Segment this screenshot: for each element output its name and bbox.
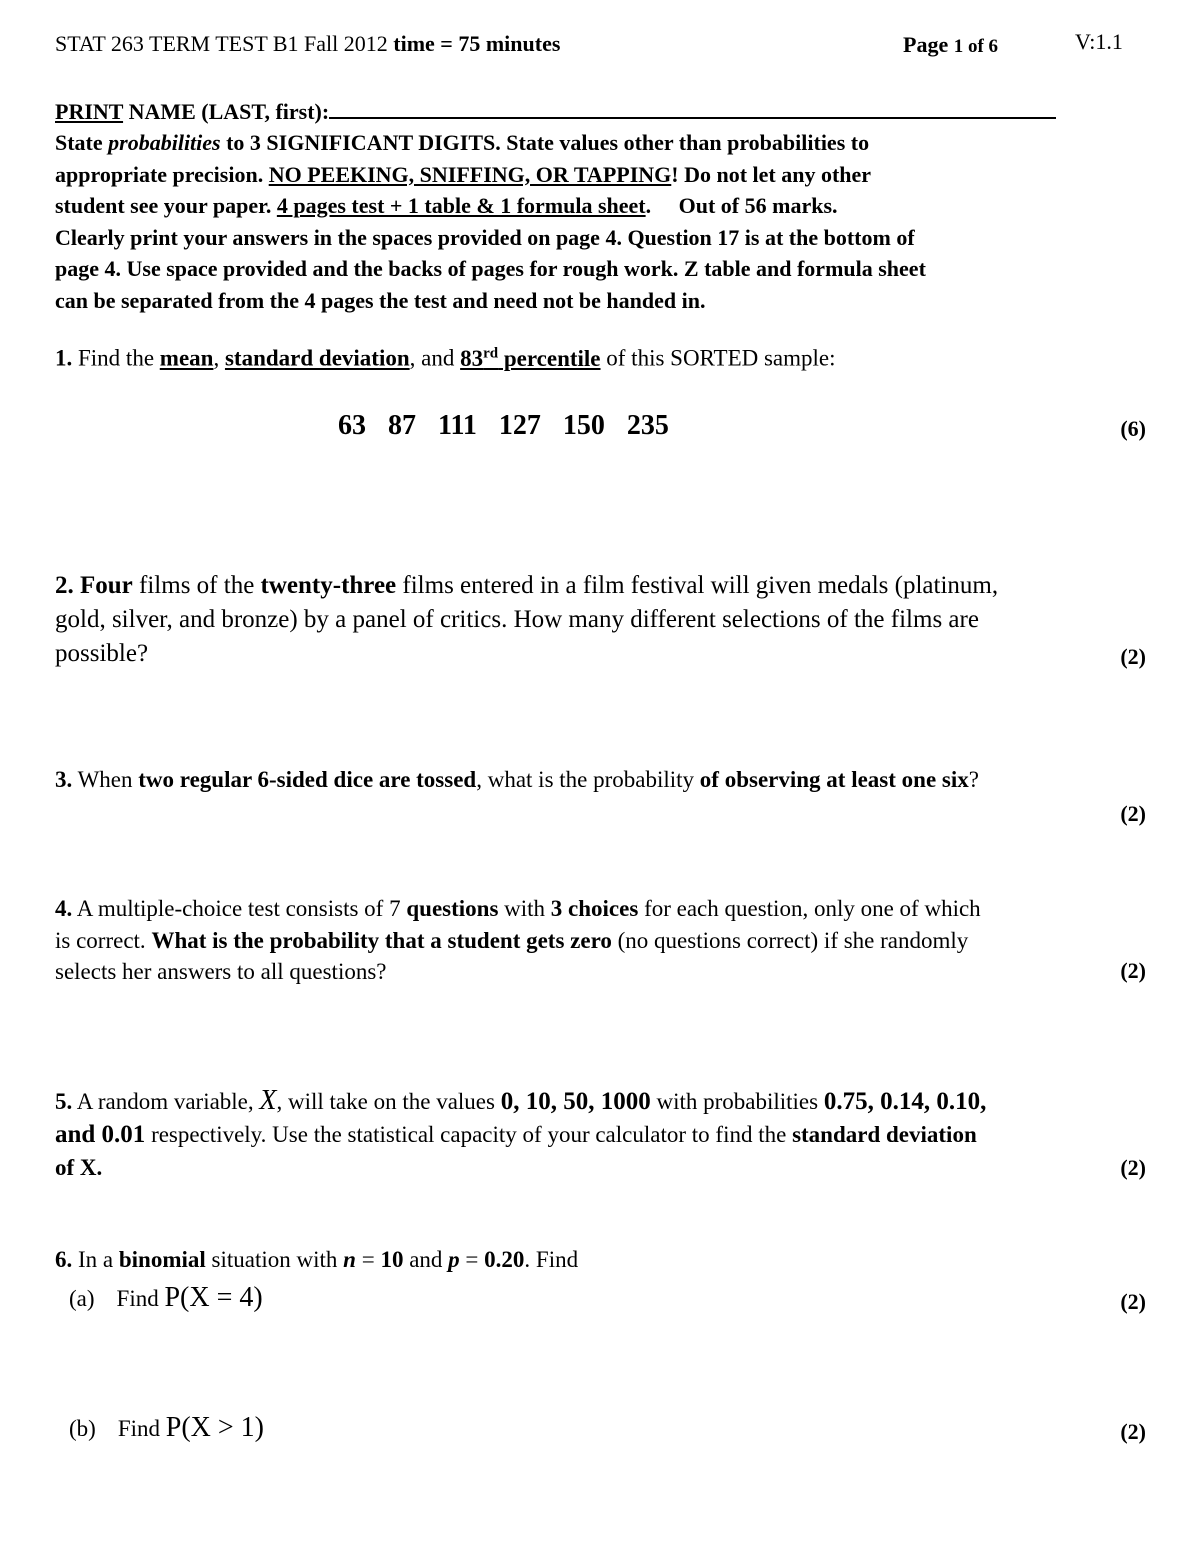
question-number: 5. xyxy=(55,1089,73,1114)
print-word: PRINT xyxy=(55,99,124,124)
q2-line-3: possible? xyxy=(55,640,149,667)
q1-sample xyxy=(338,410,691,442)
q5-values: 0, 10, 50, 1000 xyxy=(500,1088,651,1115)
exam-header xyxy=(55,31,560,57)
name-line xyxy=(55,95,1056,125)
q6a-expression: P(X = 4) xyxy=(164,1282,263,1313)
q1-pct-sup: rd xyxy=(483,345,499,361)
question-5 xyxy=(55,1084,986,1184)
sample-value: 87 xyxy=(388,410,416,441)
q3-bold: of observing at least one six xyxy=(699,767,969,792)
course-title: STAT 263 TERM TEST B1 Fall 2012 xyxy=(55,31,388,56)
q6-bold: binomial xyxy=(118,1247,206,1272)
question-6 xyxy=(55,1247,578,1273)
instr-text: State xyxy=(55,130,109,155)
instr-text: ! Do not let any other xyxy=(671,161,872,187)
q5-variable: X xyxy=(259,1085,277,1116)
q6b-marks: (2) xyxy=(1120,1419,1146,1444)
page-number: 1 of 6 xyxy=(953,36,999,57)
sample-value: 127 xyxy=(498,410,541,441)
q4-bold: 3 choices xyxy=(550,896,639,921)
q5-text: A random variable, xyxy=(72,1089,260,1114)
q5-bold: standard deviation xyxy=(792,1122,977,1147)
sample-value: 235 xyxy=(626,410,669,441)
q6-text: situation with xyxy=(205,1247,344,1272)
instr-text: student see your paper. xyxy=(55,193,277,218)
q3-bold: two regular 6-sided dice are tossed xyxy=(138,767,477,792)
question-number: 1. xyxy=(55,345,73,371)
question-4 xyxy=(55,893,981,988)
part-label: (b) xyxy=(69,1416,96,1441)
instr-marks: . Out of 56 marks. xyxy=(645,193,838,218)
instr-pages: 4 pages test + 1 table & 1 formula sheet xyxy=(276,193,646,218)
q1-pct-word: percentile xyxy=(498,345,601,371)
q5-marks: (2) xyxy=(1120,1155,1146,1180)
q6-part-b xyxy=(69,1412,264,1444)
q1-percentile xyxy=(460,346,600,371)
instruction-line-1 xyxy=(55,127,1165,159)
q6-n-value: 10 xyxy=(380,1247,404,1272)
q6a-marks: (2) xyxy=(1120,1289,1146,1314)
q6-text: . Find xyxy=(524,1247,579,1272)
q4-bold: questions xyxy=(406,896,499,921)
question-number: 3. xyxy=(55,767,73,792)
version-label: V:1.1 xyxy=(1075,29,1123,54)
instr-text: to 3 SIGNIFICANT DIGITS. State values other than probabilities to xyxy=(220,130,870,155)
q1-text: , xyxy=(213,345,225,371)
part-find: Find xyxy=(116,1286,165,1311)
sample-value: 111 xyxy=(438,410,477,441)
question-1 xyxy=(55,345,836,372)
question-number: 2. xyxy=(55,572,74,599)
name-label: NAME (LAST, first): xyxy=(123,99,330,124)
q1-sd: standard deviation xyxy=(224,345,410,371)
instr-text: appropriate precision. xyxy=(55,161,269,187)
q5-text: respectively. Use the statistical capacity of your calculator to find the xyxy=(145,1122,793,1147)
q3-text: , what is the probability xyxy=(476,767,700,792)
instruction-line-5: page 4. Use space provided and the backs of pages for rough work. Z table and formula sheet xyxy=(55,256,926,281)
q2-text: films entered in a film festival will given medals (platinum, xyxy=(396,572,999,599)
instructions xyxy=(55,127,1165,316)
q5-bold: and 0.01 xyxy=(55,1121,146,1148)
page-word: Page xyxy=(903,32,949,57)
q4-text: with xyxy=(498,896,551,921)
question-3 xyxy=(55,767,979,793)
part-find: Find xyxy=(117,1416,166,1441)
q6-p: p xyxy=(448,1247,460,1272)
q4-text: A multiple-choice test consists of 7 xyxy=(72,896,407,921)
q4-marks: (2) xyxy=(1120,958,1146,983)
q2-bold: twenty-three xyxy=(260,572,397,599)
q4-text: (no questions correct) if she randomly xyxy=(611,927,969,953)
q4-text: is correct. xyxy=(55,927,152,953)
q1-pct-num: 83 xyxy=(460,345,484,371)
q2-bold: Four xyxy=(80,572,133,599)
q4-text: for each question, only one of which xyxy=(638,896,981,921)
q1-text: , and xyxy=(409,345,461,371)
q2-line-2: gold, silver, and bronze) by a panel of critics. How many different selections of the films are xyxy=(55,606,979,633)
sample-value: 63 xyxy=(338,410,366,441)
q5-text: with probabilities xyxy=(650,1089,824,1114)
q6-text: = xyxy=(355,1247,381,1272)
q3-text: ? xyxy=(968,767,979,792)
q6-part-a xyxy=(69,1282,263,1314)
page-indicator xyxy=(903,32,998,58)
time-limit: time = 75 minutes xyxy=(393,31,561,56)
sample-value: 150 xyxy=(562,410,605,441)
q2-text: films of the xyxy=(132,572,261,599)
instruction-line-6: can be separated from the 4 pages the test and need not be handed in. xyxy=(55,287,706,313)
q1-mean: mean xyxy=(159,345,214,371)
q3-text: When xyxy=(72,767,139,792)
instr-no-peeking: NO PEEKING, SNIFFING, OR TAPPING xyxy=(268,161,672,187)
q5-text: , will take on the values xyxy=(276,1089,501,1114)
question-number: 6. xyxy=(55,1247,73,1272)
instruction-line-2 xyxy=(55,159,1165,191)
instruction-line-3 xyxy=(55,190,1165,222)
q1-text: of this SORTED sample: xyxy=(600,345,836,371)
q6-p-value: 0.20 xyxy=(484,1247,525,1272)
q2-marks: (2) xyxy=(1120,644,1146,669)
q6-text: In a xyxy=(72,1247,119,1272)
q6-text: = xyxy=(459,1247,485,1272)
question-2 xyxy=(55,569,998,671)
part-label: (a) xyxy=(69,1286,95,1311)
q1-marks: (6) xyxy=(1120,416,1146,441)
q4-line-3: selects her answers to all questions? xyxy=(55,959,387,984)
q6-text: and xyxy=(403,1247,449,1272)
q4-bold: What is the probability that a student gets zero xyxy=(151,927,612,953)
q3-marks: (2) xyxy=(1120,801,1146,826)
name-field[interactable] xyxy=(329,95,1056,119)
q6-n: n xyxy=(343,1247,356,1272)
q1-text: Find the xyxy=(72,345,160,371)
instr-probabilities: probabilities xyxy=(108,130,221,155)
q5-probabilities: 0.75, 0.14, 0.10, xyxy=(823,1088,987,1115)
q6b-expression: P(X > 1) xyxy=(165,1412,264,1443)
question-number: 4. xyxy=(55,896,73,921)
q5-line-3: of X. xyxy=(55,1155,103,1180)
instruction-line-4: Clearly print your answers in the spaces provided on page 4. Question 17 is at the bottom of xyxy=(55,224,915,250)
